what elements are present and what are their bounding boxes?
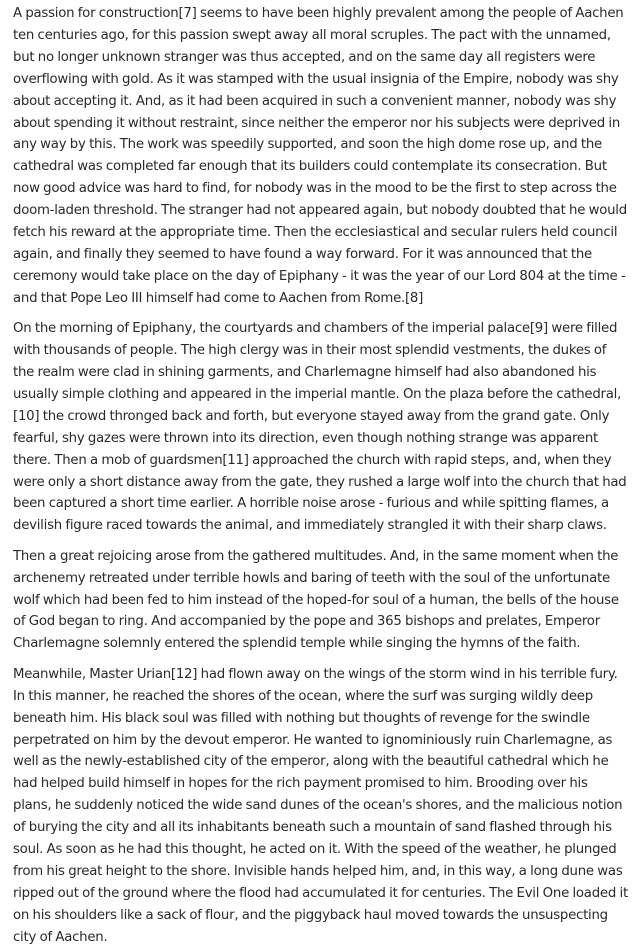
paragraph-epiphany-morning: On the morning of Epiphany, the courtyards and chambers of the imperial palace[9] were filled with thousands of people. The high clergy was in their most splendid vestments, the dukes of the realm were clad in shining garments, and Charlemagne himself had also abandoned his usually simple clothing and appeared in the imperial mantle. On the plaza before the cathedral,[10] the crowd thronged back and forth, but everyone stayed away from the grand gate. Only fearful, shy gazes were thrown into its direction, even though nothing strange was apparent there. Then a mob of guardsmen[11] approached the church with rapid steps, and, when they were only a short distance away from the gate, they rushed a large wolf into the church that had been captured a short time earlier. A horrible noise arose - furious and while spitting flames, a devilish figure raced towards the animal, and immediately strangled it with their sharp claws. — [13, 321, 627, 534]
paragraph-rejoicing: Then a great rejoicing arose from the gathered multitudes. And, in the same moment when the archenemy retreated under terrible howls and baring of teeth with the soul of the unfortunate wolf which had been fed to him instead of the hoped-for soul of a human, the bells of the house of God began to ring. And accompanied by the pope and 365 bishops and prelates, Emperor Charlemagne solemnly entered the splendid temple while singing the hymns of the faith. — [13, 548, 619, 652]
paragraph-construction-pact: A passion for construction[7] seems to have been highly prevalent among the people of Aachen ten centuries ago, for this passion swept away all moral scruples. The pact with the unnamed, but no longer unknown stranger was thus accepted, and on the same day all registers were overflowing with gold. As it was stamped with the usual insignia of the Empire, nobody was shy about accepting it. And, as it had been acquired in such a convenient manner, nobody was shy about spending it without restraint, since neither the emperor nor his subjects were deprived in any way by this. The work was speedily supported, and soon the high dome rose up, and the cathedral was completed far enough that its builders could contemplate its consecration. But now good advice was hard to find, for nobody was in the mood to be the first to step across the doom-laden threshold. The stranger had not appeared again, but nobody doubted that he would fetch his reward at the appropriate time. Then the ecclesiastical and secular rulers held council again, and finally they seemed to have found a way forward. For it was announced that the ceremony would take place on the day of Epiphany - it was the year of our Lord 804 at the time - and that Pope Leo III himself had come to Aachen from Rome.[8] — [13, 6, 627, 306]
paragraph-master-urian: Meanwhile, Master Urian[12] had flown away on the wings of the storm wind in his terrible fury. In this manner, he reached the shores of the ocean, where the surf was surging wildly deep beneath him. His black soul was filled with nothing but thoughts of revenge for the swindle perpetrated on him by the devout emperor. He wanted to ignominiously ruin Charlemagne, as well as the newly-established city of the emperor, along with the beautiful cathedral which he had helped build himself in hopes for the rich payment promised to him. Brooding over his plans, he suddenly noticed the wide sand dunes of the ocean's shores, and the malicious notion of burying the city and all its inhabitants beneath such a mountain of sand flashed through his soul. As soon as he had this thought, he acted on it. With the speed of the weather, he plunged from his great height to the shore. Invisible hands helped him, and, in this way, a long dune was ripped out of the ground where the flood had accumulated it for centuries. The Evil One loaded it on his shoulders like a sack of flour, and the piggyback haul moved towards the unsuspecting city of Aachen. — [13, 666, 628, 945]
